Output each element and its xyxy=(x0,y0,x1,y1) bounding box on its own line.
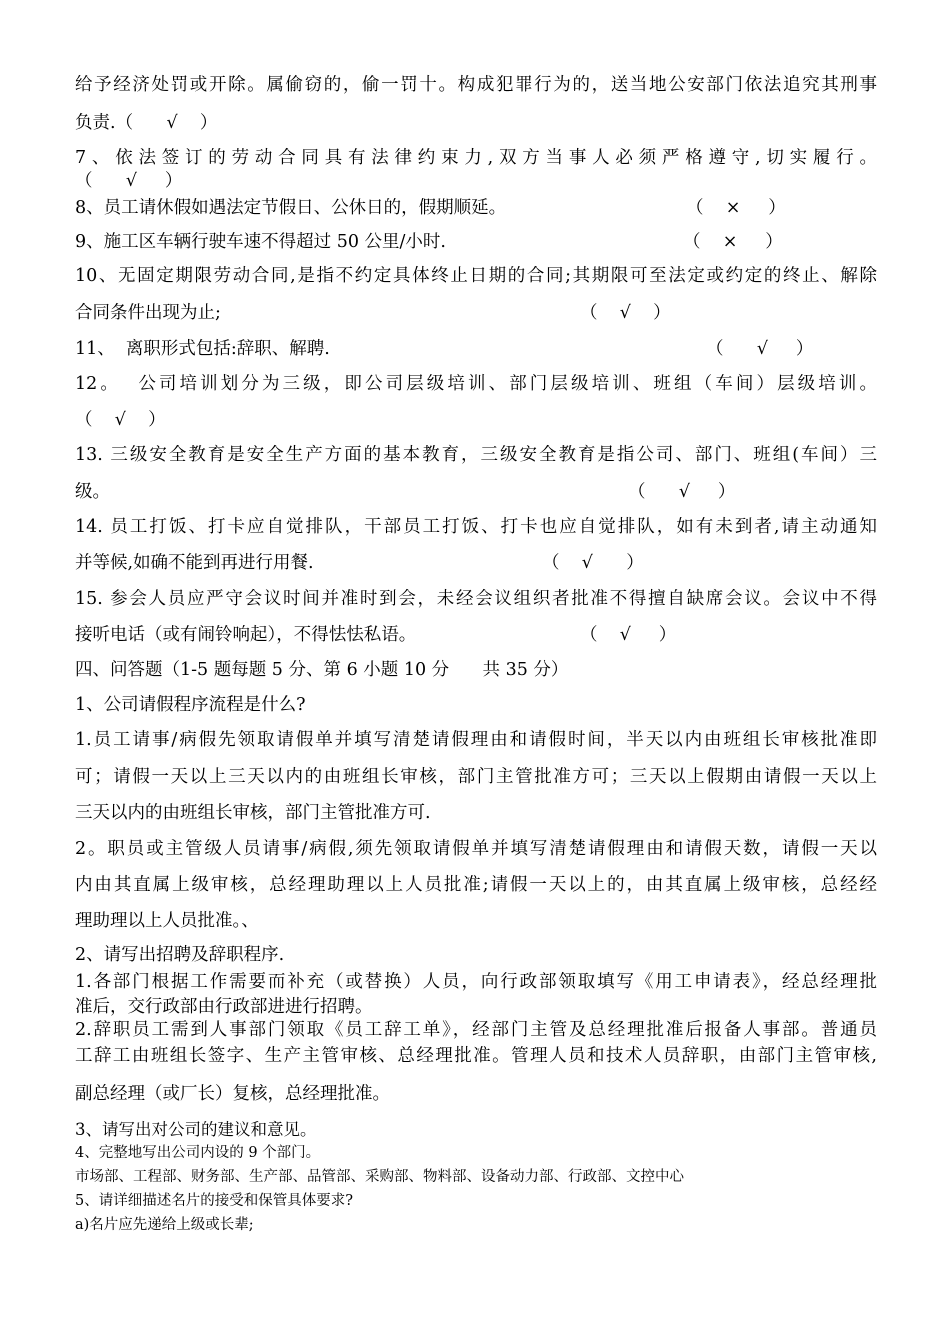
question-10: 10、无固定期限劳动合同,是指不约定具体终止日期的合同;其期限可至法定或约定的终止、解除 xyxy=(75,266,877,286)
question-heading: 2、请写出招聘及辞职程序. xyxy=(75,945,285,965)
text-line: 理助理以上人员批准。、 xyxy=(75,911,259,931)
text-line: a)名片应先递给上级或长辈; xyxy=(75,1217,254,1233)
text-line: 市场部、工程部、财务部、生产部、品管部、采购部、物料部、设备动力部、行政部、文控中心 xyxy=(75,1169,684,1185)
text-line: 副总经理（或厂长）复核，总经理批准。 xyxy=(75,1084,390,1104)
text-line: 三天以内的由班组长审核，部门主管批准方可. xyxy=(75,803,431,823)
question-heading: 5、请详细描述名片的接受和保管具体要求? xyxy=(75,1193,353,1209)
question-13: 13. 三级安全教育是安全生产方面的基本教育，三级安全教育是指公司、部门、班组(车间）三 xyxy=(75,445,877,465)
question-7: 7、依法签订的劳动合同具有法律约束力,双方当事人必须严格遵守,切实履行。 xyxy=(75,148,877,168)
text-line: 合同条件出现为止; xyxy=(75,303,221,323)
answer-mark: （ √ ） xyxy=(75,410,166,430)
question-heading: 4、完整地写出公司内设的 9 个部门。 xyxy=(75,1145,321,1161)
question-12: 12。 公司培训划分为三级，即公司层级培训、部门层级培训、班组（车间）层级培训。 xyxy=(75,374,877,394)
text-line: 级。 xyxy=(75,482,110,502)
text-line: 1.各部门根据工作需要而补充（或替换）人员，向行政部领取填写《用工申请表》，经总经理批 xyxy=(75,972,877,992)
question-14: 14. 员工打饭、打卡应自觉排队，干部员工打饭、打卡也应自觉排队，如有未到者,请主动通知 xyxy=(75,517,877,537)
answer-mark: （ √ ） xyxy=(706,339,814,359)
text-line: 负责.（ √ ） xyxy=(75,113,218,133)
answer-mark: （ √ ） xyxy=(580,303,671,323)
answer-mark: （ √ ） xyxy=(580,625,677,645)
section-heading: 四、问答题（1-5 题每题 5 分、第 6 小题 10 分 共 35 分） xyxy=(75,660,569,680)
text-line: 工辞工由班组长签字、生产主管审核、总经理批准。管理人员和技术人员辞职，由部门主管审核, xyxy=(75,1046,877,1066)
answer-mark: （ √ ） xyxy=(75,171,183,191)
text-line: 给予经济处罚或开除。属偷窃的，偷一罚十。构成犯罪行为的，送当地公安部门依法追究其刑事 xyxy=(75,75,877,95)
text-line: 1.员工请事/病假先领取请假单并填写清楚请假理由和请假时间，半天以内由班组长审核批准即 xyxy=(75,730,877,750)
text-line: 接听电话（或有闹铃响起），不得怯怯私语。 xyxy=(75,625,417,645)
answer-mark: （ × ） xyxy=(683,232,783,252)
question-11: 11、 离职形式包括:辞职、解聘. xyxy=(75,339,330,359)
answer-mark: （ × ） xyxy=(686,198,786,218)
text-line: 可；请假一天以上三天以内的由班组长审核，部门主管批准方可；三天以上假期由请假一天以上 xyxy=(75,767,877,787)
text-line: 准后，交行政部由行政部进进行招聘。 xyxy=(75,997,373,1017)
text-line: 并等候,如确不能到再进行用餐. xyxy=(75,553,314,573)
question-heading: 1、公司请假程序流程是什么? xyxy=(75,695,306,715)
text-line: 2。职员或主管级人员请事/病假,须先领取请假单并填写清楚请假理由和请假天数，请假一天以 xyxy=(75,839,877,859)
answer-mark: （ √ ） xyxy=(542,553,644,573)
text-line: 内由其直属上级审核，总经理助理以上人员批准;请假一天以上的，由其直属上级审核，总经经 xyxy=(75,875,877,895)
text-line: 2.辞职员工需到人事部门领取《员工辞工单》，经部门主管及总经理批准后报备人事部。普通员 xyxy=(75,1020,877,1040)
question-9: 9、施工区车辆行驶车速不得超过 50 公里/小时. xyxy=(75,232,446,252)
question-15: 15. 参会人员应严守会议时间并准时到会，未经会议组织者批准不得擅自缺席会议。会议中不得 xyxy=(75,589,877,609)
question-8: 8、员工请休假如遇法定节假日、公休日的，假期顺延。 xyxy=(75,198,507,218)
answer-mark: （ √ ） xyxy=(628,482,736,502)
question-heading: 3、请写出对公司的建议和意见。 xyxy=(75,1120,317,1139)
